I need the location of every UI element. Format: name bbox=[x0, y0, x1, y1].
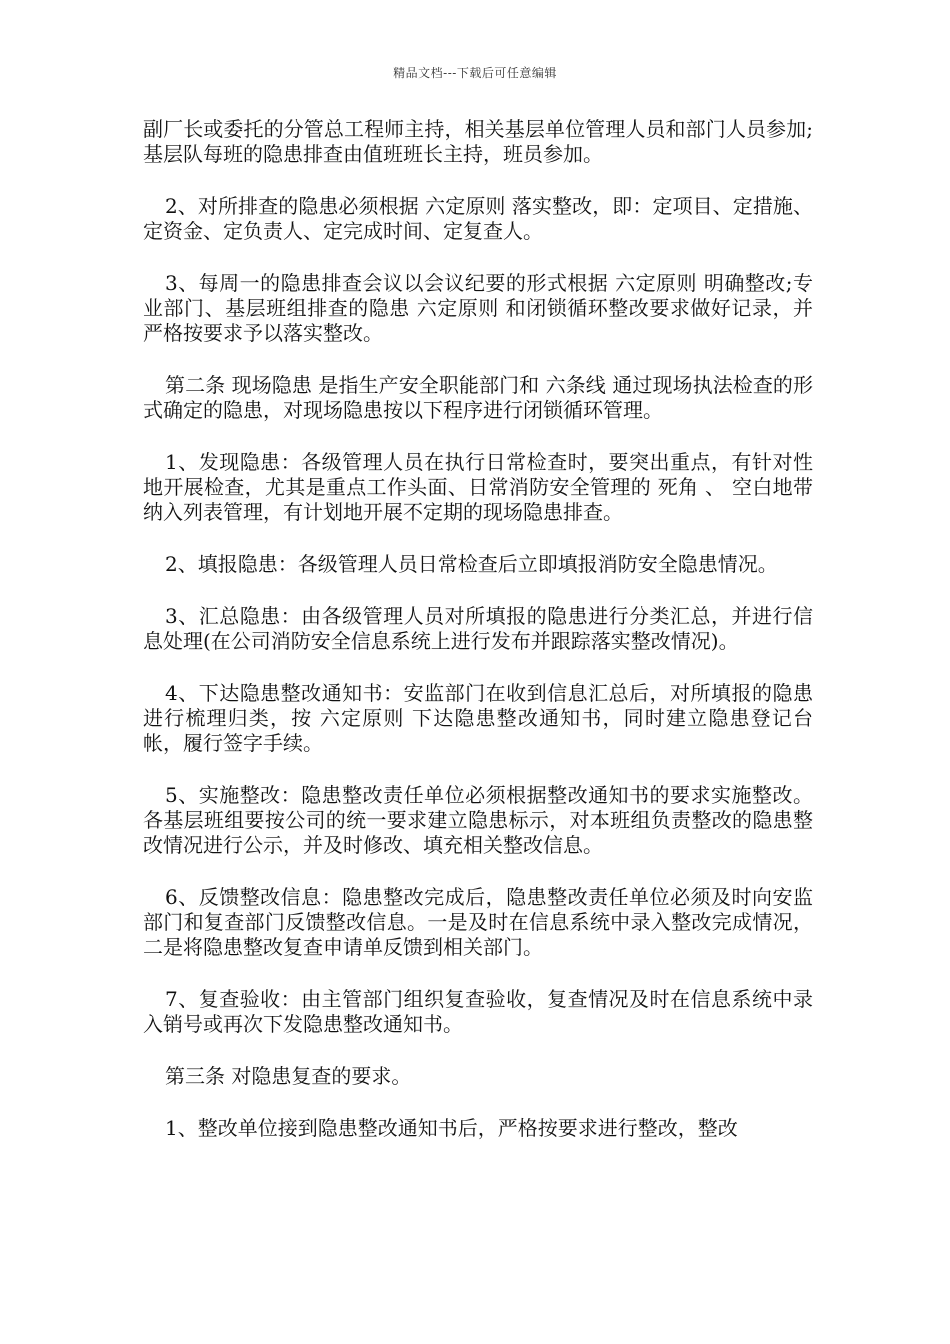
paragraph-11: 7、复查验收：由主管部门组织复查验收，复查情况及时在信息系统中录入销号或再次下发隐患整改通知书。 bbox=[143, 987, 813, 1036]
paragraph-article-3: 第三条 对隐患复查的要求。 bbox=[165, 1064, 412, 1088]
paragraph-8: 4、下达隐患整改通知书：安监部门在收到信息汇总后，对所填报的隐患进行梳理归类，按 六定原则 下达隐患整改通知书，同时建立隐患登记台帐，履行签字手续。 bbox=[143, 681, 813, 755]
paragraph-10: 6、反馈整改信息：隐患整改完成后，隐患整改责任单位必须及时向安监部门和复查部门反馈整改信息。一是及时在信息系统中录入整改完成情况，二是将隐患整改复查申请单反馈到相关部门。 bbox=[143, 885, 813, 959]
paragraph-13: 1、整改单位接到隐患整改通知书后，严格按要求进行整改，整改 bbox=[165, 1116, 738, 1140]
paragraph-5: 1、发现隐患：各级管理人员在执行日常检查时，要突出重点，有针对性地开展检查，尤其是重点工作头面、日常消防安全管理的 死角 、 空白地带 纳入列表管理，有计划地开展不定期的现场隐患排查。 bbox=[143, 450, 813, 524]
paragraph-2: 2、对所排查的隐患必须根据 六定原则 落实整改，即：定项目、定措施、定资金、定负责人、定完成时间、定复查人。 bbox=[143, 194, 813, 243]
paragraph-1: 副厂长或委托的分管总工程师主持，相关基层单位管理人员和部门人员参加;基层队每班的隐患排查由值班班长主持，班员参加。 bbox=[143, 117, 813, 166]
page-header: 精品文档---下载后可任意编辑 bbox=[393, 66, 557, 80]
paragraph-article-2: 第二条 现场隐患 是指生产安全职能部门和 六条线 通过现场执法检查的形式确定的隐患，对现场隐患按以下程序进行闭锁循环管理。 bbox=[143, 373, 813, 422]
paragraph-9: 5、实施整改：隐患整改责任单位必须根据整改通知书的要求实施整改。各基层班组要按公司的统一要求建立隐患标示，对本班组负责整改的隐患整改情况进行公示，并及时修改、填充相关整改信息。 bbox=[143, 783, 813, 857]
paragraph-3: 3、每周一的隐患排查会议以会议纪要的形式根据 六定原则 明确整改;专业部门、基层班组排查的隐患 六定原则 和闭锁循环整改要求做好记录，并严格按要求予以落实整改。 bbox=[143, 271, 813, 345]
document-body bbox=[143, 117, 813, 1168]
paragraph-7: 3、汇总隐患：由各级管理人员对所填报的隐患进行分类汇总，并进行信息处理(在公司消防安全信息系统上进行发布并跟踪落实整改情况)。 bbox=[143, 604, 813, 653]
paragraph-6: 2、填报隐患：各级管理人员日常检查后立即填报消防安全隐患情况。 bbox=[165, 552, 778, 576]
